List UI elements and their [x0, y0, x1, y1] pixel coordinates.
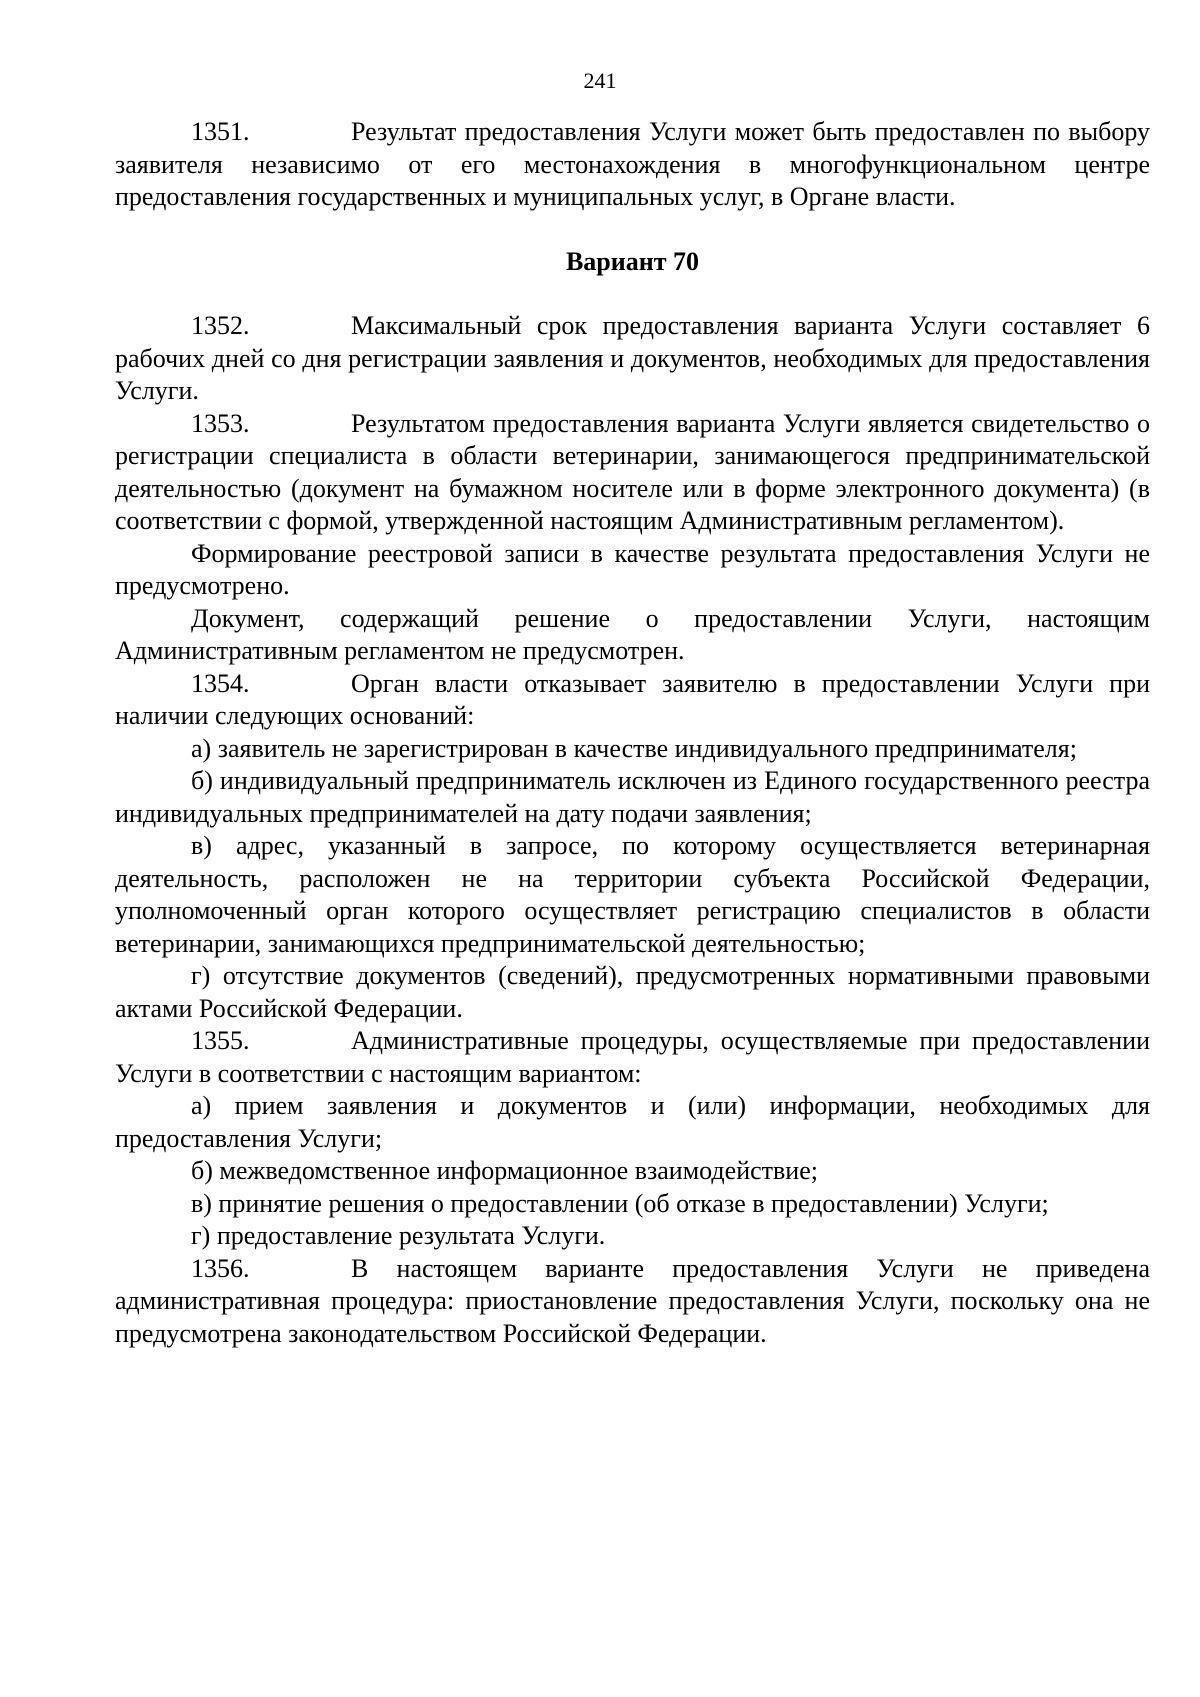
paragraph-registry: Формирование реестровой записи в качестве результата предоставления Услуги не предусмотрено. [115, 538, 1150, 600]
paragraph-text: Максимальный срок предоставления варианта Услуги составляет 6 рабочих дней со дня регистрации заявления и документов, необходимых для предоставления Услуги. [115, 311, 1150, 405]
paragraph-number: 1353. [191, 408, 250, 438]
list-item-a: а) прием заявления и документов и (или) информации, необходимых для предоставления Услуги; [115, 1091, 1150, 1153]
paragraph-document: Документ, содержащий решение о предоставлении Услуги, настоящим Административным регламентом не предусмотрен. [115, 603, 1150, 665]
paragraph-1353 [115, 408, 1150, 538]
paragraph-text: Результат предоставления Услуги может быть предоставлен по выбору заявителя независимо от его местонахождения в многофункциональном центре предоставления государственных и муниципальных услуг, в Органе власти. [115, 117, 1150, 211]
list-item-a: а) заявитель не зарегистрирован в качестве индивидуального предпринимателя; [191, 733, 1077, 763]
paragraph-number: 1354. [191, 668, 250, 698]
paragraph-text: Административные процедуры, осуществляемые при предоставлении Услуги в соответствии с настоящим вариантом: [115, 1026, 1150, 1088]
list-item-b: б) межведомственное информационное взаимодействие; [191, 1156, 818, 1185]
paragraph-text: Орган власти отказывает заявителю в предоставлении Услуги при наличии следующих оснований: [115, 668, 1150, 730]
list-item-g: г) предоставление результата Услуги. [191, 1221, 606, 1250]
paragraph-1351 [115, 116, 1150, 214]
list-item-b: б) индивидуальный предприниматель исключен из Единого государственного реестра индивидуальных предпринимателей на дату подачи заявления; [115, 766, 1150, 828]
list-item-v: в) адрес, указанный в запросе, по которому осуществляется ветеринарная деятельность, расположен не на территории субъекта Российской Федерации, уполномоченный орган которого осуществляет регистрацию специалистов в области ветеринарии, занимающихся предпринимательской деятельностью; [115, 831, 1150, 958]
section-heading: Вариант 70 [565, 246, 700, 276]
paragraph-number: 1352. [191, 311, 250, 340]
list-item-v: в) принятие решения о предоставлении (об отказе в предоставлении) Услуги; [191, 1188, 1049, 1218]
page-number: 241 [583, 68, 617, 93]
list-item-g: г) отсутствие документов (сведений), предусмотренных нормативными правовыми актами Российской Федерации. [115, 961, 1150, 1023]
paragraph-1352 [115, 310, 1150, 408]
paragraph-1355 [115, 1025, 1150, 1090]
paragraph-1354 [115, 668, 1150, 733]
paragraph-number: 1356. [191, 1253, 250, 1283]
paragraph-1356 [115, 1253, 1150, 1351]
paragraph-number: 1355. [191, 1026, 250, 1055]
document-body [115, 116, 1150, 1350]
paragraph-text: В настоящем варианте предоставления Услуги не приведена административная процедура: приостановление предоставления Услуги, поскольку она не предусмотрена законодательством Российской Федерации. [115, 1253, 1150, 1348]
paragraph-number: 1351. [191, 117, 250, 146]
paragraph-text: Результатом предоставления варианта Услуги является свидетельство о регистрации специалиста в области ветеринарии, занимающегося предпринимательской деятельностью (документ на бумажном носителе или в форме электронного документа) (в соответствии с формой, утвержденной настоящим Административным регламентом). [115, 408, 1150, 535]
